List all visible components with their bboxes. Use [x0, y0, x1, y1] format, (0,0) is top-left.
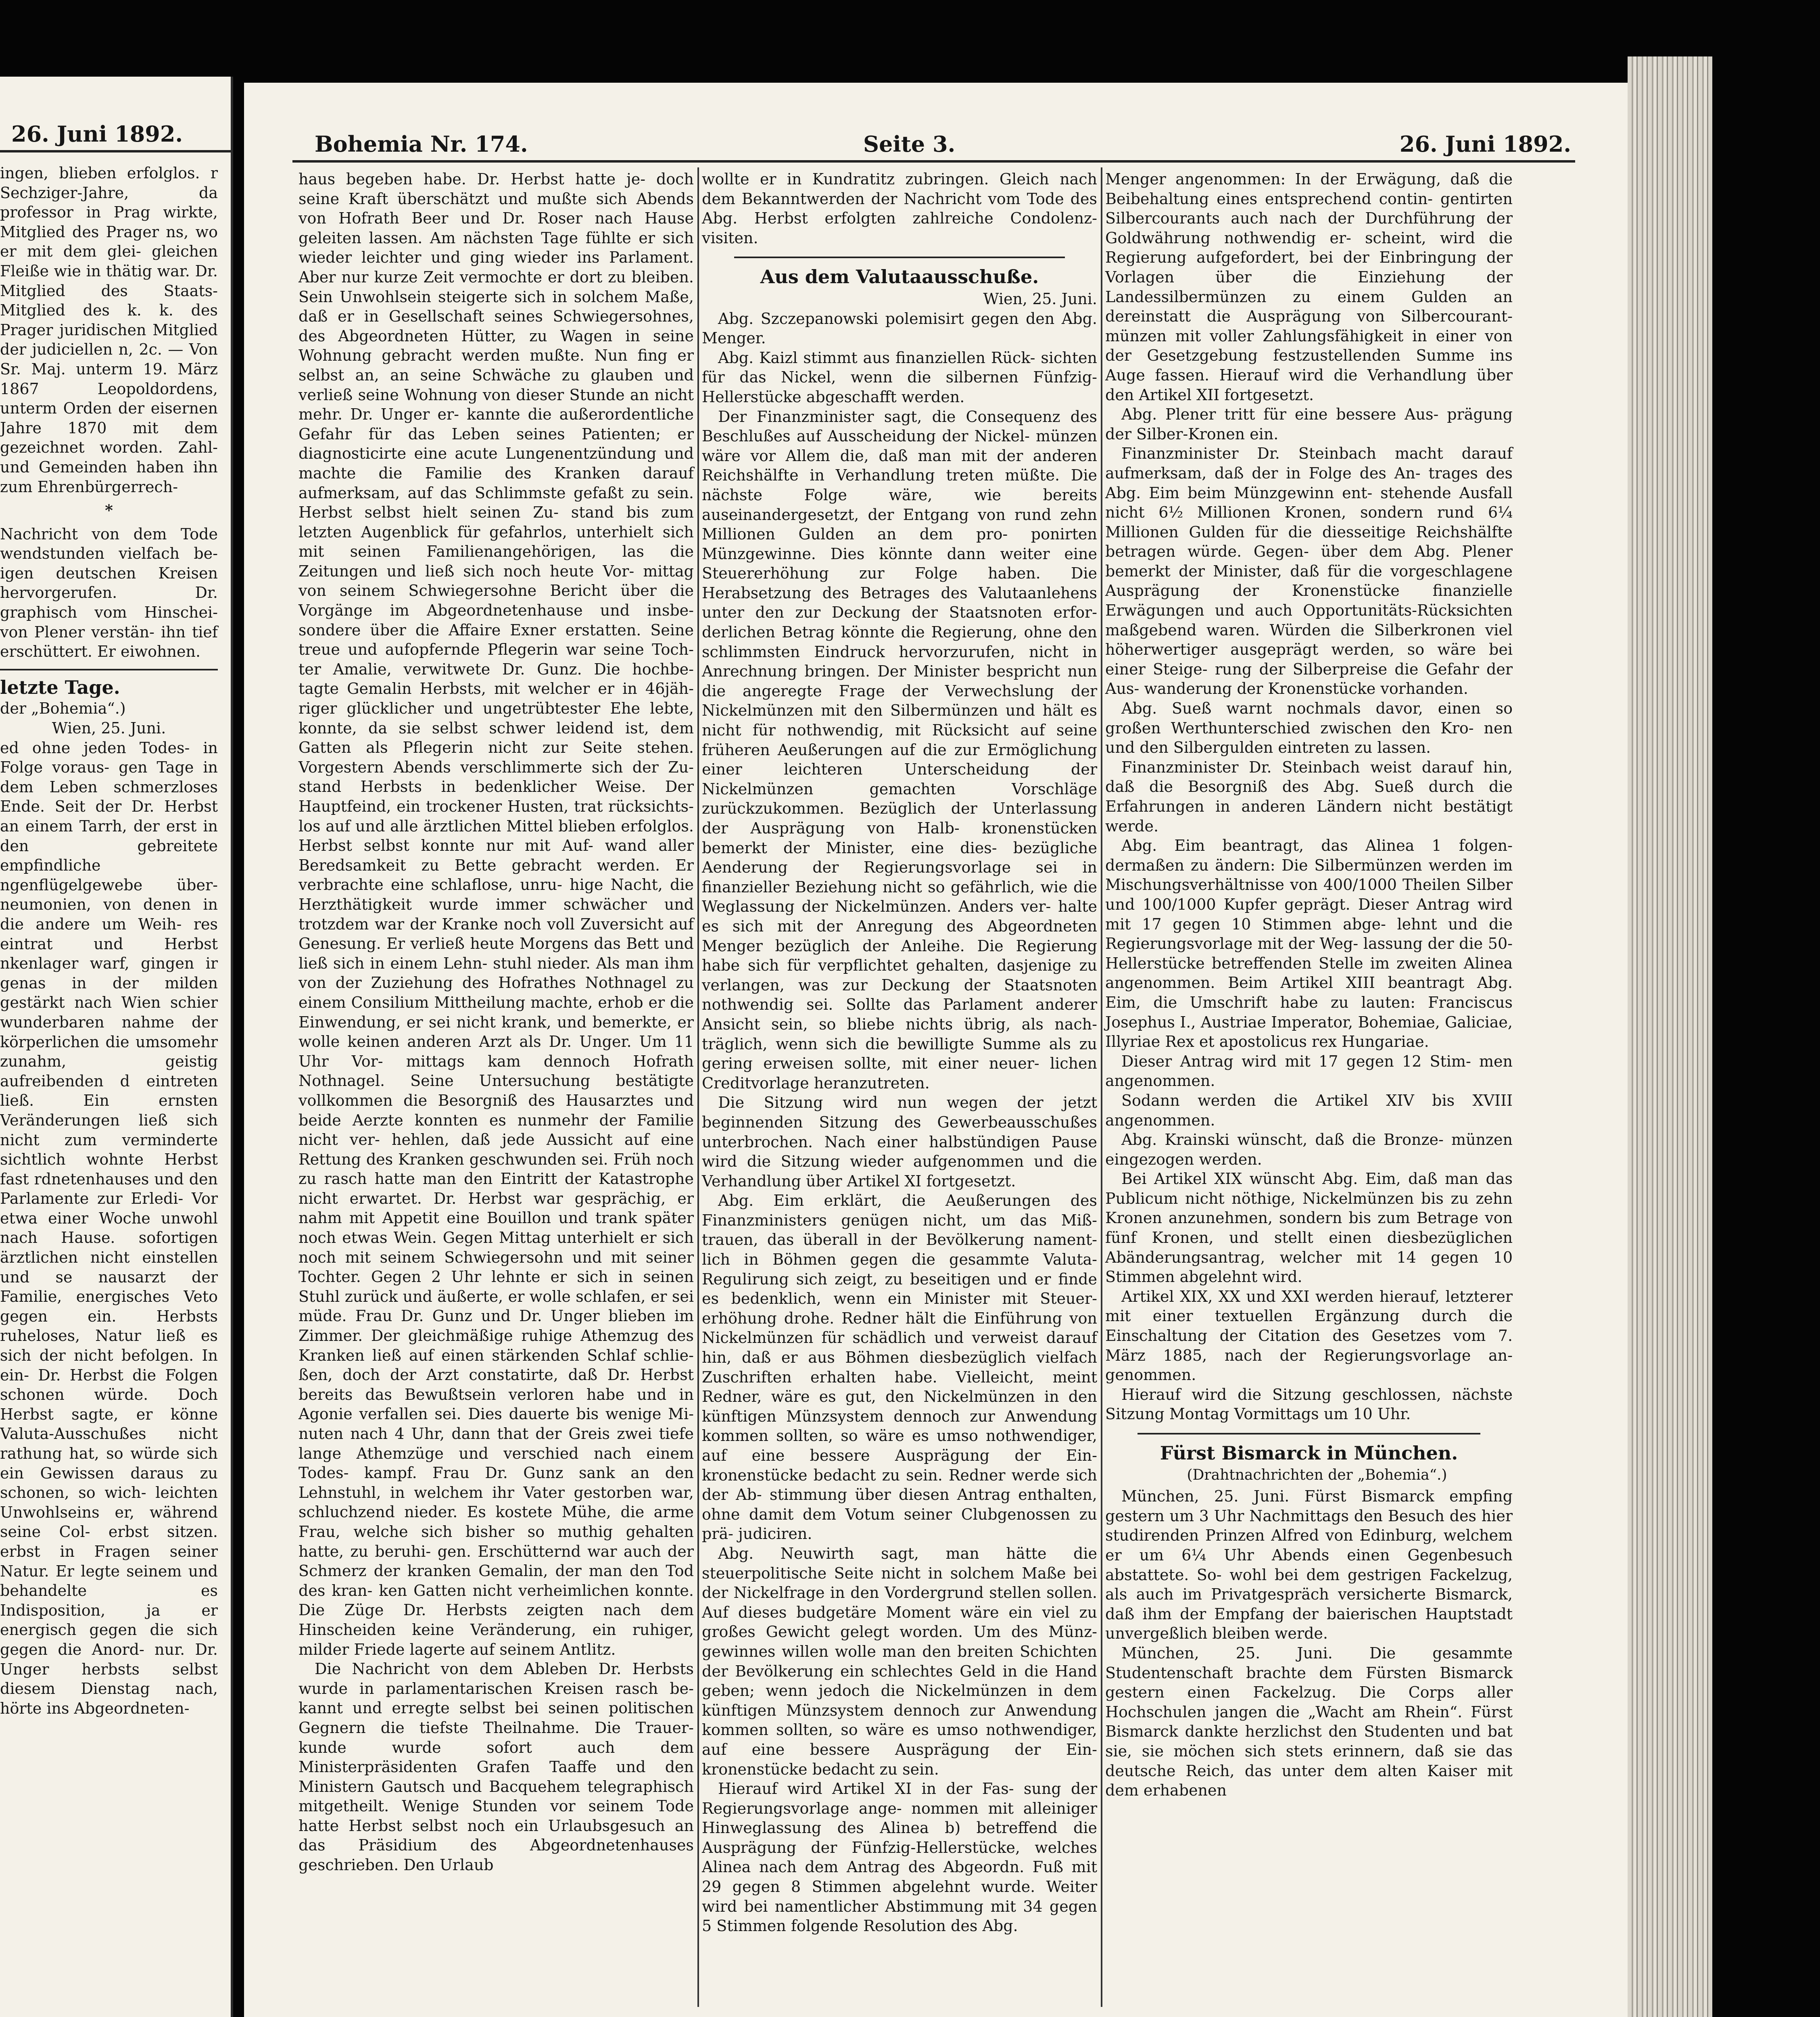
col2-paragraph: Abg. Neuwirth sagt, man hätte die steuerpolitische Seite nicht in solchem Maße bei der Nickelfrage in den Vordergrund stellen sollen. Auf dieses budgetäre Moment wäre ein viel zu großes Gewicht gelegt worden. Um des Münz- gewinnes willen wolle man den breiten Schichten der Bevölkerung ein schlechtes Geld in die Hand geben; wenn jedoch die Nickelmünzen in dem künftigen Münzsystem dennoch zur Anwendung kommen sollten, so wäre es umso nothwendiger, auf eine bessere Ausprägung der Ein- kronenstücke bedacht zu sein.	[702, 1544, 1097, 1778]
col2-paragraph: wollte er in Kundratitz zubringen. Gleich nach dem Bekanntwerden der Nachricht vom Tode des Abg. Herbst erfolgten zahlreiche Condolenz- visiten.	[702, 170, 1097, 247]
col2-paragraph: Hierauf wird Artikel XI in der Fas- sung der Regierungsvorlage ange- nommen mit alleiniger Hinweglassung des Alinea b) betreffend die Ausprägung der Fünfzig-Hellerstücke, welches Alinea nach dem Antrag des Abgeordn. Fuß mit 29 gegen 8 Stimmen abgelehnt wurde. Weiter wird bei namentlicher Abstimmung mit 34 gegen 5 Stimmen folgende Resolution des Abg.	[702, 1780, 1097, 1935]
col1-paragraph: Die Nachricht von dem Ableben Dr. Herbsts wurde in parlamentarischen Kreisen rasch be- kannt und erregte selbst bei seinen politischen Gegnern die tiefste Theilnahme. Die Trauer- kunde wurde sofort auch dem Ministerpräsidenten Grafen Taaffe und den Ministern Gautsch und Bacquehem telegraphisch mitgetheilt. Wenige Stunden vor seinem Tode hatte Herbst selbst noch ein Urlaubsgesuch an das Präsidium des Abgeordnetenhauses geschrieben. Den Urlaub	[298, 1660, 694, 1874]
col3-paragraph: Finanzminister Dr. Steinbach weist darauf hin, daß die Besorgniß des Abg. Sueß durch die Erfahrungen in anderen Ländern nicht bestätigt werde.	[1105, 758, 1513, 835]
left-fragment-3: ed ohne jeden Todes- in Folge voraus- gen Tage in dem Leben schmerzloses Ende. Seit der Dr. Herbst an einem Tarrh, der erst in den gebreitete empfindliche ngenflügelgewebe über- neumonien, von denen in die andere um Weih- res eintrat und Herbst nkenlager warf, gingen ir genas in der milden gestärkt nach Wien schier wunderbaren nahme der körperlichen die umsomehr zunahm, geistig aufreibenden d eintreten ließ. Ein ernsten Veränderungen ließ sich nicht zum verminderte sichtlich wohnte Herbst fast rdnetenhauses und den Parlamente zur Erledi- Vor etwa einer Woche unwohl nach Hause. sofortigen ärztlichen nicht einstellen und se nausarzt der Familie, energisches Veto gegen ein. Herbsts ruheloses, Natur ließ es sich der nicht befolgen. In ein- Dr. Herbst die Folgen schonen würde. Doch Herbst sagte, er könne Valuta-Ausschußes nicht rathung hat, so würde sich ein Gewissen daraus zu schonen, so wich- leichten Unwohlseins er, während seine Col- erbst sitzen. erbst in Fragen seiner Natur. Er legte seinem und behandelte es Indisposition, ja er energisch gegen die sich gegen die Anord- nur. Dr. Unger herbsts selbst diesem Dienstag nach, hörte ins Abgeordneten-	[0, 739, 218, 1717]
col3-paragraph: Hierauf wird die Sitzung geschlossen, nächste Sitzung Montag Vormittags um 10 Uhr.	[1105, 1385, 1513, 1423]
page-edges	[1628, 56, 1712, 2017]
column-rule-1	[697, 167, 699, 2007]
header-date: 26. Juni 1892.	[1399, 131, 1571, 157]
left-column-text	[0, 163, 218, 1718]
main-page	[244, 83, 1628, 2017]
col3-paragraph: Abg. Eim beantragt, das Alinea 1 folgen- dermaßen zu ändern: Die Silbermünzen werden im Mischungsverhältnisse von 400/1000 Theilen Silber und 100/1000 Kupfer geprägt. Dieser Antrag wird mit 17 gegen 10 Stimmen abge- lehnt und die Regierungsvorlage mit der Weg- lassung der die 50-Hellerstücke betreffenden Stelle im zweiten Alinea angenommen. Beim Artikel XIII beantragt Abg. Eim, die Umschrift habe zu lauten: Franciscus Josephus I., Austriae Imperator, Bohemiae, Galiciae, Illyriae Rex et apostolicus rex Hungariae.	[1105, 837, 1513, 1051]
section-star: *	[105, 501, 113, 520]
col3-divider	[1138, 1433, 1480, 1434]
left-divider	[0, 669, 218, 670]
header-publication: Bohemia Nr. 174.	[315, 131, 528, 157]
col3-paragraph: Abg. Krainski wünscht, daß die Bronze- münzen eingezogen werden.	[1105, 1131, 1513, 1168]
col3-paragraph: München, 25. Juni. Fürst Bismarck empfing gestern um 3 Uhr Nachmittags den Besuch des hier studirenden Prinzen Alfred von Edinburg, welchem er um 6¼ Uhr Abends einen Gegenbesuch abstattete. So- wohl bei dem gestrigen Fackelzug, als auch im Privatgespräch versicherte Bismarck, daß ihm der Empfang der baierischen Hauptstadt unvergeßlich bleiben werde.	[1105, 1487, 1513, 1643]
left-heading-sub: der „Bohemia“.)	[0, 699, 126, 718]
col3-paragraph: Sodann werden die Artikel XIV bis XVIII angenommen.	[1105, 1091, 1513, 1129]
left-heading: letzte Tage.	[0, 676, 120, 698]
left-fragment-1: ingen, blieben erfolglos. r Sechziger-Jahre, da professor in Prag wirkte, Mitglied des Prager ns, wo er mit dem glei- gleichen Fleiße wie in thätig war. Dr. Mitglied des Staats- Mitglied des k. k. des Prager juridischen Mitglied der judiciellen n, 2c. — Von Sr. Maj. unterm 19. März 1867 Leopoldordens, unterm Orden der eisernen Jahre 1870 mit dem gezeichnet worden. Zahl- und Gemeinden haben ihn zum Ehrenbürgerrech-	[0, 164, 218, 496]
article-dateline: Wien, 25. Juni.	[983, 290, 1097, 308]
left-page	[0, 77, 233, 2017]
col2-divider	[734, 257, 1065, 258]
col3-paragraph: Abg. Plener tritt für eine bessere Aus- prägung der Silber-Kronen ein.	[1105, 405, 1513, 443]
col2-paragraph: Abg. Eim erklärt, die Aeußerungen des Finanzministers genügen nicht, um das Miß- trauen, das überall in der Bevölkerung nament- lich in Böhmen gegen die gesammte Valuta- Regulirung sich zeigt, zu beseitigen und er finde es bedenklich, wenn ein Minister mit Steuer- erhöhung drohe. Redner hält die Einführung von Nickelmünzen für schädlich und verweist darauf hin, daß er aus Böhmen diesbezüglich vielfach Zuschriften erhalten habe. Vielleicht, meint Redner, wäre es gut, den Nickelmünzen in den künftigen Münzsystem dennoch zur Anwendung kommen sollten, so wäre es umso nothwendiger, auf eine bessere Ausprägung der Ein- kronenstücke bedacht zu sein. Redner werde sich der Ab- stimmung über diesen Antrag enthalten, ohne damit dem Votum seiner Clubgenossen zu prä- judiciren.	[702, 1192, 1097, 1543]
left-dateline: Wien, 25. Juni.	[52, 719, 166, 737]
col1-paragraph: haus begeben habe. Dr. Herbst hatte je- doch seine Kraft überschätzt und mußte sich Abends von Hofrath Beer und Dr. Roser nach Hause geleiten lassen. Am nächsten Tage fühlte er sich wieder leichter und ging wieder ins Parlament. Aber nur kurze Zeit vermochte er dort zu bleiben. Sein Unwohlsein steigerte sich in solchem Maße, daß er in Gesellschaft seines Schwiegersohnes, des Abgeordneten Hütter, zu Wagen in seine Wohnung gebracht werden mußte. Nun fing er selbst an, an seine Schwäche zu glauben und verließ seine Wohnung von dieser Stunde an nicht mehr. Dr. Unger er- kannte die außerordentliche Gefahr für das Leben seines Patienten; er diagnosticirte eine acute Lungenentzündung und machte die Familie des Kranken darauf aufmerksam, auf das Schlimmste gefaßt zu sein. Herbst selbst hielt seinen Zu- stand bis zum letzten Augenblick für gefahrlos, unterhielt sich mit seinen Familienangehörigen, las die Zeitungen und ließ sich noch heute Vor- mittag von seinem Schwiegersohne Bericht über die Vorgänge im Abgeordnetenhause und insbe- sondere über die Affaire Exner erstatten. Seine treue und aufopfernde Pflegerin war seine Toch- ter Amalie, verwitwete Dr. Gunz. Die hochbe- tagte Gemalin Herbsts, mit welcher er in 46jäh- riger glücklicher und ungetrübtester Ehe lebte, konnte, da sie selbst schwer leidend ist, dem Gatten als Pflegerin nicht zur Seite stehen. Vorgestern Abends verschlimmerte sich der Zu- stand Herbsts in bedenklicher Weise. Der Hauptfeind, ein trockener Husten, trat rücksichts- los auf und alle ärztlichen Mittel blieben erfolglos. Herbst selbst konnte nur mit Auf- wand aller Beredsamkeit zu Bette gebracht werden. Er verbrachte eine schlaflose, unru- hige Nacht, die Herzthätigkeit wurde immer schwächer und trotzdem war der Kranke noch voll Zuversicht auf Genesung. Er verließ heute Morgens das Bett und ließ sich in einem Lehn- stuhl nieder. Als man ihm von der Zuziehung des Hofrathes Nothnagel zu einem Consilium Mittheilung machte, erhob er die Einwendung, er sei nicht krank, und bemerkte, er wolle keinen anderen Arzt als Dr. Unger. Um 11 Uhr Vor- mittags kam dennoch Hofrath Nothnagel. Seine Untersuchung bestätigte vollkommen die Besorgniß des Hausarztes und beide Aerzte konnten es nunmehr der Familie nicht ver- hehlen, daß jede Aussicht auf eine Rettung des Kranken geschwunden sei. Früh noch zu rasch hatte man den Eintritt der Katastrophe nicht erwartet. Dr. Herbst war gesprächig, er nahm mit Appetit eine Bouillon und trank später noch etwas Wein. Gegen Mittag unterhielt er sich noch mit seinem Schwiegersohn und mit seiner Tochter. Gegen 2 Uhr lehnte er sich in seinen Stuhl zurück und äußerte, er wolle schlafen, er sei müde. Frau Dr. Gunz und Dr. Unger blieben im Zimmer. Der gleichmäßige ruhige Athemzug des Kranken ließ auf einen stärkenden Schlaf schlie- ßen, doch der Arzt constatirte, daß Dr. Herbst bereits das Bewußtsein verloren habe und in Agonie verfallen sei. Dies dauerte bis wenige Mi- nuten nach 4 Uhr, dann that der Greis zwei tiefe lange Athemzüge und verschied nach einem Todes- kampf. Frau Dr. Gunz sank an den Lehnstuhl, in welchem ihr Vater gestorben war, schluchzend nieder. Es kostete Mühe, die arme Frau, welche sich bisher so muthig gehalten hatte, zu beruhi- gen. Erschütternd war auch der Schmerz der kranken Gemalin, der man den Tod des kran- ken Gatten nicht verheimlichen konnte. Die Züge Dr. Herbsts zeigten nach dem Hinscheiden keine Veränderung, ein ruhiger, milder Friede lagerte auf seinem Antlitz.	[298, 170, 694, 1658]
article-heading-bismarck: Fürst Bismarck in München.	[1160, 1442, 1458, 1464]
article-subheading: (Drahtnachrichten der „Bohemia“.)	[1187, 1466, 1447, 1483]
column-3	[1105, 169, 1513, 1800]
col3-paragraph: Bei Artikel XIX wünscht Abg. Eim, daß man das Publicum nicht nöthige, Nickelmünzen bis zu zehn Kronen anzunehmen, sondern bis zum Betrage von fünf Kronen, und stellt einen diesbezüglichen Abänderungsantrag, welcher mit 14 gegen 10 Stimmen abgelehnt wird.	[1105, 1170, 1513, 1286]
column-rule-2	[1101, 167, 1102, 2007]
header-rule	[292, 160, 1575, 163]
column-2	[702, 169, 1097, 1936]
col3-paragraph: Dieser Antrag wird mit 17 gegen 12 Stim- men angenommen.	[1105, 1052, 1513, 1090]
article-heading-valuta: Aus dem Valutaausschuße.	[760, 266, 1039, 288]
col2-paragraph: Der Finanzminister sagt, die Consequenz des Beschlußes auf Ausscheidung der Nickel- münzen wäre vor Allem die, daß man mit der anderen Reichshälfte in Verhandlung treten müßte. Die nächste Folge wäre, wie bereits auseinandergesetzt, der Entgang von rund zehn Millionen Gulden an dem pro- ponirten Münzgewinne. Dies könnte dann weiter eine Steuererhöhung zur Folge haben. Die Herabsetzung des Betrages des Valutaanlehens unter den zur Deckung der Staatsnoten erfor- derlichen Betrag könnte die Regierung, ohne den schlimmsten Eindruck hervorzurufen, nicht in Anrechnung bringen. Der Minister bespricht nun die angeregte Frage der Verwechslung der Nickelmünzen mit den Silbermünzen und hält es nicht für nothwendig, mit Rücksicht auf seine früheren Aeußerungen auf die zur Ermöglichung einer leichteren Unterscheidung der Nickelmünzen gemachten Vorschläge zurückzukommen. Bezüglich der Unterlassung der Ausprägung von Halb- kronenstücken bemerkt der Minister, eine dies- bezügliche Aenderung der Regierungsvorlage sei in finanzieller Beziehung nicht so gefährlich, wie die Weglassung der Nickelmünzen. Anders ver- halte es sich mit der Anregung des Abgeordneten Menger bezüglich der Anleihe. Die Regierung habe sich für verpflichtet gehalten, dasjenige zu verlangen, was zur Deckung der Staatsnoten nothwendig sei. Sollte das Parlament anderer Ansicht sein, so bliebe nichts übrig, als nach- träglich, wenn sich die bewilligte Summe als zu gering erweisen sollte, mit einer neuer- lichen Creditvorlage heranzutreten.	[702, 407, 1097, 1092]
header-page-number: Seite 3.	[863, 131, 956, 157]
left-header-rule	[0, 150, 231, 152]
col3-paragraph: Finanzminister Dr. Steinbach macht darauf aufmerksam, daß der in Folge des An- trages des Abg. Eim beim Münzgewinn ent- stehende Ausfall nicht 6½ Millionen Kronen, sondern rund 6¼ Millionen Gulden für die diesseitige Reichshälfte betragen würde. Gegen- über dem Abg. Plener bemerkt der Minister, daß für die vorgeschlagene Ausprägung der Kronenstücke finanzielle Erwägungen und auch Opportunitäts-Rücksichten maßgebend waren. Würden die Silberkronen viel höherwertiger ausgeprägt werden, so wäre bei einer Steige- rung der Silberpreise die Gefahr der Aus- wanderung der Kronenstücke vorhanden.	[1105, 445, 1513, 698]
column-1	[298, 169, 694, 1875]
col3-paragraph: Artikel XIX, XX und XXI werden hierauf, letzterer mit einer textuellen Ergänzung durch die Einschaltung der Citation des Gesetzes vom 7. März 1885, nach der Regierungsvorlage an- genommen.	[1105, 1287, 1513, 1384]
col2-paragraph: Abg. Szczepanowski polemisirt gegen den Abg. Menger.	[702, 309, 1097, 347]
left-page-date: 26. Juni 1892.	[11, 121, 183, 147]
col3-paragraph: Abg. Sueß warnt nochmals davor, einen so großen Werthunterschied zwischen den Kro- nen und den Silbergulden eintreten zu lassen.	[1105, 699, 1513, 757]
col3-paragraph: München, 25. Juni. Die gesammte Studentenschaft brachte dem Fürsten Bismarck gestern einen Fackelzug. Die Corps aller Hochschulen jangen die „Wacht am Rhein“. Fürst Bismarck dankte herzlichst den Studenten und bat sie, sie möchen sich stets erinnern, daß sie das deutsche Reich, das unter dem alten Kaiser mit dem erhabenen	[1105, 1644, 1513, 1800]
left-fragment-2: Nachricht von dem Tode wendstunden vielfach be- igen deutschen Kreisen hervorgerufen. Dr. graphisch vom Hinschei- von Plener verstän- ihn tief erschüttert. Er eiwohnen.	[0, 525, 218, 661]
col3-paragraph: Menger angenommen: In der Erwägung, daß die Beibehaltung eines entsprechend contin- gentirten Silbercourants auch nach der Durchführung der Goldwährung nothwendig er- scheint, wird die Regierung aufgefordert, bei der Einbringung der Vorlagen über die Einziehung der Landessilbermünzen zu einem Gulden an dereinstatt die Ausprägung von Silbercourant- münzen mit voller Zahlungsfähigkeit in einer von der Gesetzgebung festzustellenden Summe ins Auge fassen. Hierauf wird die Verhandlung über den Artikel XII fortgesetzt.	[1105, 170, 1513, 404]
col2-paragraph: Die Sitzung wird nun wegen der jetzt beginnenden Sitzung des Gewerbeausschußes unterbrochen. Nach einer halbstündigen Pause wird die Sitzung wieder aufgenommen und die Verhandlung über Artikel XI fortgesetzt.	[702, 1094, 1097, 1190]
col2-paragraph: Abg. Kaizl stimmt aus finanziellen Rück- sichten für das Nickel, wenn die silbernen Fünfzig- Hellerstücke abgeschafft werden.	[702, 349, 1097, 406]
